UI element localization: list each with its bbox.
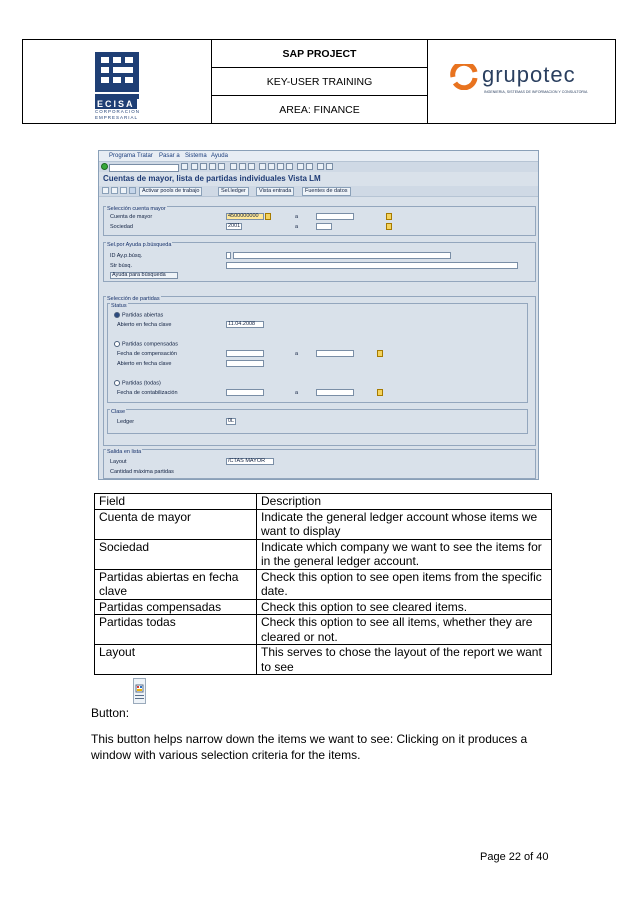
page-number: Page 22 of 40 bbox=[480, 851, 549, 863]
table-cell-description: Check this option to see open items from the specific date. bbox=[257, 569, 552, 599]
group-type-title: Clase bbox=[111, 409, 126, 415]
menu-pasar-a[interactable]: Pasar a bbox=[159, 153, 180, 159]
group-items-title: Selección de partidas bbox=[107, 296, 160, 302]
button-description-paragraph: This button helps narrow down the items we want to see: Clicking on it produces a window with various selection criteria for the items. bbox=[91, 732, 528, 762]
group-account-selection bbox=[103, 206, 536, 236]
cancel-icon[interactable] bbox=[218, 163, 225, 170]
table-row bbox=[95, 539, 552, 569]
table-row bbox=[95, 599, 552, 615]
cuenta-mayor-to-label: a bbox=[295, 214, 299, 220]
group-type bbox=[107, 409, 528, 434]
left-logo-cell bbox=[23, 40, 212, 123]
ledger-label: Ledger bbox=[117, 419, 135, 425]
save-icon[interactable] bbox=[191, 163, 198, 170]
layout-input[interactable]: /CTAS MAYOR bbox=[226, 458, 274, 465]
posting-date-from-input[interactable] bbox=[226, 389, 264, 396]
vista-entrada-button[interactable]: Vista entrada bbox=[256, 187, 294, 196]
clearing-date-from-input[interactable] bbox=[226, 350, 264, 357]
table-cell-description: Check this option to see all items, whether they are cleared or not. bbox=[257, 615, 552, 645]
sociedad-to-input[interactable] bbox=[316, 223, 332, 230]
table-cell-field: Partidas compensadas bbox=[95, 599, 257, 615]
clearing-date-label: Fecha de compensación bbox=[117, 351, 177, 357]
table-row bbox=[95, 645, 552, 675]
table-cell-description: This serves to chose the layout of the report we want to see bbox=[257, 645, 552, 675]
sap-screenshot bbox=[98, 150, 539, 480]
sap-application-toolbar bbox=[99, 186, 538, 197]
clearing-date-to-label: a bbox=[295, 351, 299, 357]
cuenta-mayor-multiple-icon[interactable] bbox=[386, 213, 392, 220]
button-label: Button: bbox=[91, 706, 130, 720]
cuenta-mayor-from-input[interactable]: 4500000000 bbox=[226, 213, 264, 220]
ecisa-logo-sub1: CORPORACION bbox=[95, 109, 141, 114]
area-title: AREA: FINANCE bbox=[279, 104, 360, 116]
prev-page-icon[interactable] bbox=[268, 163, 275, 170]
dropdown-icon[interactable] bbox=[181, 163, 188, 170]
variant-icon[interactable] bbox=[111, 187, 118, 194]
sociedad-multiple-icon[interactable] bbox=[386, 223, 392, 230]
cleared-items-radio[interactable] bbox=[114, 341, 120, 347]
open-items-option[interactable] bbox=[114, 312, 163, 318]
group-output-title: Salida en lista bbox=[107, 449, 142, 455]
group-account-title: Selección cuenta mayor bbox=[107, 206, 166, 212]
menu-tratar[interactable]: Tratar bbox=[137, 153, 153, 159]
table-cell-field: Partidas todas bbox=[95, 615, 257, 645]
header-title-cell bbox=[212, 40, 428, 123]
right-logo-cell bbox=[428, 40, 615, 123]
table-row bbox=[95, 509, 552, 539]
find-icon[interactable] bbox=[239, 163, 246, 170]
dynamic-selection-button-icon bbox=[133, 678, 146, 704]
group-help-title: Sel.por Ayuda p.búsqueda bbox=[107, 242, 172, 248]
table-cell-field: Layout bbox=[95, 645, 257, 675]
ecisa-logo-name: ECISA bbox=[97, 99, 135, 109]
id-ayuda-label: ID Ay.p.búsq. bbox=[110, 253, 143, 259]
cuenta-mayor-matchcode-icon[interactable] bbox=[265, 213, 271, 220]
exit-icon[interactable] bbox=[209, 163, 216, 170]
str-busq-label: Str búsq. bbox=[110, 263, 133, 269]
new-session-icon[interactable] bbox=[297, 163, 304, 170]
table-header-row bbox=[95, 494, 552, 510]
str-busq-input[interactable] bbox=[226, 262, 518, 269]
grupotec-logo-tagline: INGENIERIA, SISTEMAS DE INFORMACION Y CONSULTORIA bbox=[484, 90, 588, 94]
field-description-table bbox=[94, 493, 552, 675]
help-icon[interactable] bbox=[317, 163, 324, 170]
ayuda-busqueda-label: Ayuda para búsqueda bbox=[112, 272, 166, 278]
ledger-input[interactable]: 0L bbox=[228, 418, 235, 424]
cleared-items-label: Partidas compensadas bbox=[122, 341, 178, 348]
id-ayuda-input[interactable] bbox=[226, 252, 231, 259]
sap-screen-title: Cuentas de mayor, lista de partidas individuales Vista LM bbox=[103, 174, 321, 183]
back-icon[interactable] bbox=[200, 163, 207, 170]
cleared-items-option[interactable] bbox=[114, 341, 178, 347]
fuentes-datos-button[interactable]: Fuentes de datos bbox=[302, 187, 351, 196]
all-items-label: Partidas (todas) bbox=[122, 380, 161, 387]
open-date-label: Abierto en fecha clave bbox=[117, 322, 172, 328]
table-cell-description: Indicate the general ledger account whose items we want to display bbox=[257, 509, 552, 539]
all-items-option[interactable] bbox=[114, 380, 161, 386]
cleared-open-date-label: Abierto en fecha clave bbox=[117, 361, 172, 367]
first-page-icon[interactable] bbox=[259, 163, 266, 170]
open-items-label: Partidas abiertas bbox=[122, 312, 164, 319]
table-cell-field: Partidas abiertas en fecha clave bbox=[95, 569, 257, 599]
table-header-field: Field bbox=[95, 494, 257, 510]
table-row bbox=[95, 615, 552, 645]
cuenta-mayor-label: Cuenta de mayor bbox=[110, 214, 153, 220]
table-header-description: Description bbox=[257, 494, 552, 510]
posting-date-to-input[interactable] bbox=[316, 389, 354, 396]
ecisa-logo-sub2: EMPRESARIAL bbox=[95, 115, 139, 120]
clearing-date-multiple-icon[interactable] bbox=[377, 350, 383, 357]
command-field[interactable] bbox=[109, 164, 179, 172]
sel-ledger-button[interactable]: Sel.ledger bbox=[218, 187, 249, 196]
clearing-date-to-input[interactable] bbox=[316, 350, 354, 357]
cleared-open-date-input[interactable] bbox=[226, 360, 264, 367]
ayuda-busqueda-button[interactable] bbox=[110, 272, 178, 279]
layout-label: Layout bbox=[110, 459, 127, 465]
open-date-input[interactable]: 11.04.2008 bbox=[226, 321, 264, 328]
table-row bbox=[95, 569, 552, 599]
posting-date-to-label: a bbox=[295, 390, 299, 396]
menu-ayuda[interactable]: Ayuda bbox=[211, 153, 228, 159]
last-page-icon[interactable] bbox=[286, 163, 293, 170]
info-icon[interactable] bbox=[120, 187, 127, 194]
grupotec-logo-icon bbox=[450, 64, 480, 90]
shortcut-icon[interactable] bbox=[306, 163, 313, 170]
table-cell-description: Check this option to see cleared items. bbox=[257, 599, 552, 615]
sociedad-label: Sociedad bbox=[110, 224, 133, 230]
dynamic-selection-icon[interactable] bbox=[129, 187, 136, 194]
sociedad-from-input[interactable]: 2001 bbox=[228, 223, 241, 229]
enter-icon[interactable] bbox=[101, 163, 108, 170]
all-items-radio[interactable] bbox=[114, 380, 120, 386]
execute-icon[interactable] bbox=[102, 187, 109, 194]
sap-menu-bar bbox=[99, 151, 538, 162]
table-cell-field: Cuenta de mayor bbox=[95, 509, 257, 539]
posting-date-multiple-icon[interactable] bbox=[377, 389, 383, 396]
cuenta-mayor-to-input[interactable] bbox=[316, 213, 354, 220]
find-next-icon[interactable] bbox=[248, 163, 255, 170]
open-items-radio[interactable] bbox=[114, 312, 120, 318]
menu-programa[interactable]: Programa bbox=[109, 153, 136, 159]
layout-icon[interactable] bbox=[326, 163, 333, 170]
table-cell-field: Sociedad bbox=[95, 539, 257, 569]
sociedad-to-label: a bbox=[295, 224, 299, 230]
grupotec-logo-name: grupotec bbox=[482, 62, 576, 87]
table-cell-description: Indicate which company we want to see the items for in the general ledger account. bbox=[257, 539, 552, 569]
next-page-icon[interactable] bbox=[277, 163, 284, 170]
posting-date-label: Fecha de contabilización bbox=[117, 390, 178, 396]
training-title: KEY-USER TRAINING bbox=[212, 68, 427, 96]
document-header bbox=[22, 39, 616, 124]
id-ayuda-text-field[interactable] bbox=[233, 252, 451, 259]
activar-pools-button[interactable]: Activar pools de trabajo bbox=[139, 187, 202, 196]
menu-sistema[interactable]: Sistema bbox=[185, 153, 207, 159]
project-title: SAP PROJECT bbox=[212, 40, 427, 68]
print-icon[interactable] bbox=[230, 163, 237, 170]
group-status-title: Status bbox=[111, 303, 127, 309]
max-items-label: Cantidad máxima partidas bbox=[110, 469, 174, 475]
